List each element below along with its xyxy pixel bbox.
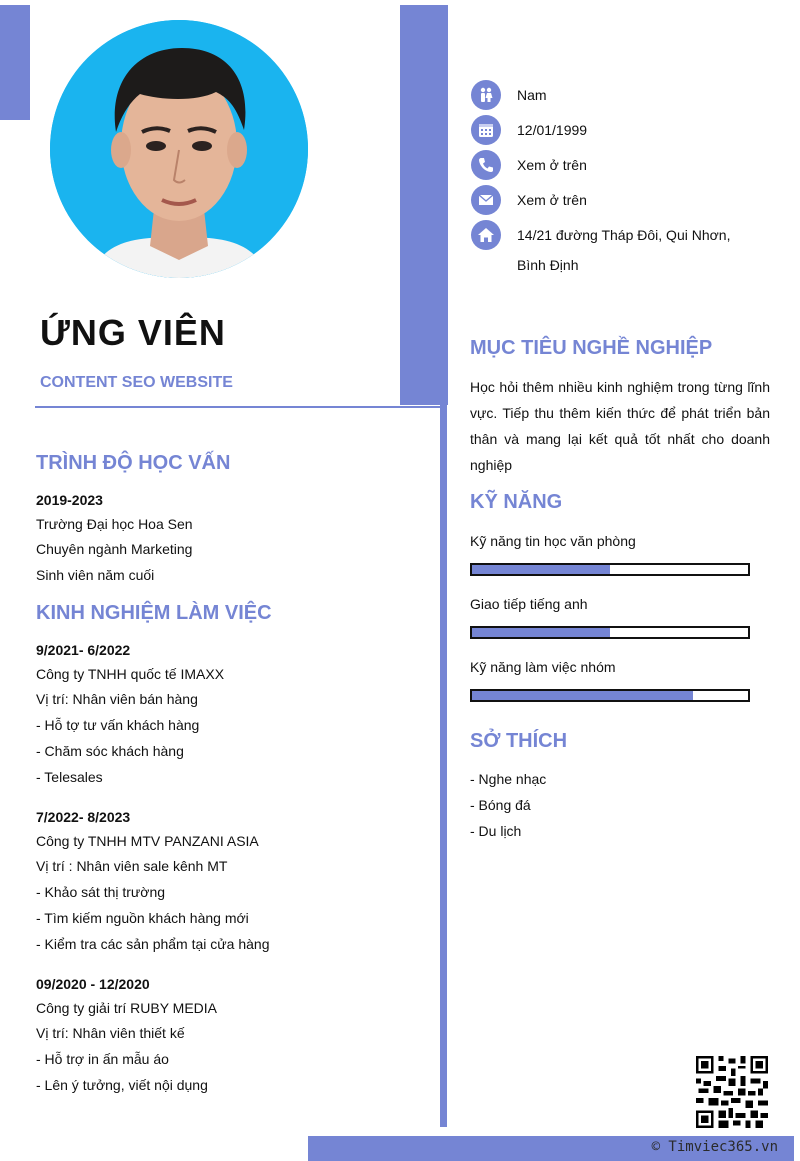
contact-address-line2: Bình Định bbox=[517, 257, 579, 273]
hobby-item: - Nghe nhạc bbox=[470, 771, 547, 787]
job-task: - Chăm sóc khách hàng bbox=[36, 743, 184, 759]
education-period: 2019-2023 bbox=[36, 492, 103, 508]
skill-name: Giao tiếp tiếng anh bbox=[470, 596, 588, 612]
job-role: Vị trí: Nhân viên thiết kế bbox=[36, 1025, 185, 1041]
skill-bar bbox=[470, 563, 750, 576]
skill-fill bbox=[472, 691, 693, 700]
contact-address-line1: 14/21 đường Tháp Đôi, Qui Nhơn, bbox=[517, 227, 731, 243]
education-title: TRÌNH ĐỘ HỌC VẤN bbox=[36, 452, 231, 474]
education-school: Trường Đại học Hoa Sen bbox=[36, 516, 193, 532]
calendar-icon bbox=[471, 115, 501, 145]
divider-vertical bbox=[440, 405, 447, 1127]
job-period: 9/2021- 6/2022 bbox=[36, 642, 131, 658]
job-role: Vị trí : Nhân viên sale kênh MT bbox=[36, 858, 228, 874]
job-task: - Khảo sát thị trường bbox=[36, 884, 166, 900]
skill-fill bbox=[472, 565, 610, 574]
contact-phone-value: Xem ở trên bbox=[517, 157, 587, 173]
contact-gender bbox=[471, 80, 547, 110]
hobby-item: - Du lịch bbox=[470, 823, 522, 839]
skill-fill bbox=[472, 628, 610, 637]
email-icon bbox=[471, 185, 501, 215]
job-period: 09/2020 - 12/2020 bbox=[36, 976, 150, 992]
skill-name: Kỹ năng tin học văn phòng bbox=[470, 533, 636, 549]
hobbies-title: SỞ THÍCH bbox=[470, 730, 568, 752]
skill-bar bbox=[470, 689, 750, 702]
objective-title: MỤC TIÊU NGHỀ NGHIỆP bbox=[470, 337, 713, 359]
job-task: - Telesales bbox=[36, 769, 103, 785]
job-task: - Kiểm tra các sản phẩm tại cửa hàng bbox=[36, 936, 270, 952]
job-task: - Hỗ trợ in ấn mẫu áo bbox=[36, 1051, 169, 1067]
job-period: 7/2022- 8/2023 bbox=[36, 809, 131, 825]
skills-title: KỸ NĂNG bbox=[470, 491, 563, 513]
job-company: Công ty TNHH quốc tế IMAXX bbox=[36, 666, 225, 682]
accent-bar-top-left bbox=[0, 5, 30, 120]
phone-icon bbox=[471, 150, 501, 180]
accent-bar-middle bbox=[400, 5, 448, 405]
hobby-item: - Bóng đá bbox=[470, 797, 531, 813]
job-company: Công ty giải trí RUBY MEDIA bbox=[36, 1000, 218, 1016]
skill-name: Kỹ năng làm việc nhóm bbox=[470, 659, 616, 675]
job-task: - Tìm kiếm nguồn khách hàng mới bbox=[36, 910, 249, 926]
skill-bar bbox=[470, 626, 750, 639]
qr-code[interactable] bbox=[696, 1056, 768, 1128]
footer-copyright: © Timviec365.vn bbox=[651, 1139, 778, 1155]
home-icon bbox=[471, 220, 501, 250]
contact-gender-value: Nam bbox=[517, 87, 547, 103]
avatar-photo bbox=[50, 20, 308, 278]
objective-text: Học hỏi thêm nhiều kinh nghiệm trong từng lĩnh vực. Tiếp thu thêm kiến thức để phát triển bản thân và mang lại kết quả tốt nhất cho doanh nghiệp bbox=[470, 379, 770, 473]
job-task: - Hỗ tợ tư vấn khách hàng bbox=[36, 717, 200, 733]
job-role: Vị trí: Nhân viên bán hàng bbox=[36, 691, 198, 707]
job-company: Công ty TNHH MTV PANZANI ASIA bbox=[36, 833, 259, 849]
education-status: Sinh viên năm cuối bbox=[36, 567, 155, 583]
education-major: Chuyên ngành Marketing bbox=[36, 541, 193, 557]
contact-birthday-value: 12/01/1999 bbox=[517, 122, 588, 138]
divider-horizontal bbox=[35, 406, 447, 408]
candidate-name: ỨNG VIÊN bbox=[40, 312, 226, 353]
candidate-position: CONTENT SEO WEBSITE bbox=[40, 374, 233, 391]
experience-title: KINH NGHIỆM LÀM VIỆC bbox=[36, 602, 272, 624]
contact-birthday bbox=[471, 115, 587, 145]
gender-icon bbox=[471, 80, 501, 110]
contact-email bbox=[471, 185, 587, 215]
contact-email-value: Xem ở trên bbox=[517, 192, 587, 208]
job-task: - Lên ý tưởng, viết nội dụng bbox=[36, 1077, 208, 1093]
contact-phone bbox=[471, 150, 587, 180]
contact-address bbox=[471, 220, 731, 280]
